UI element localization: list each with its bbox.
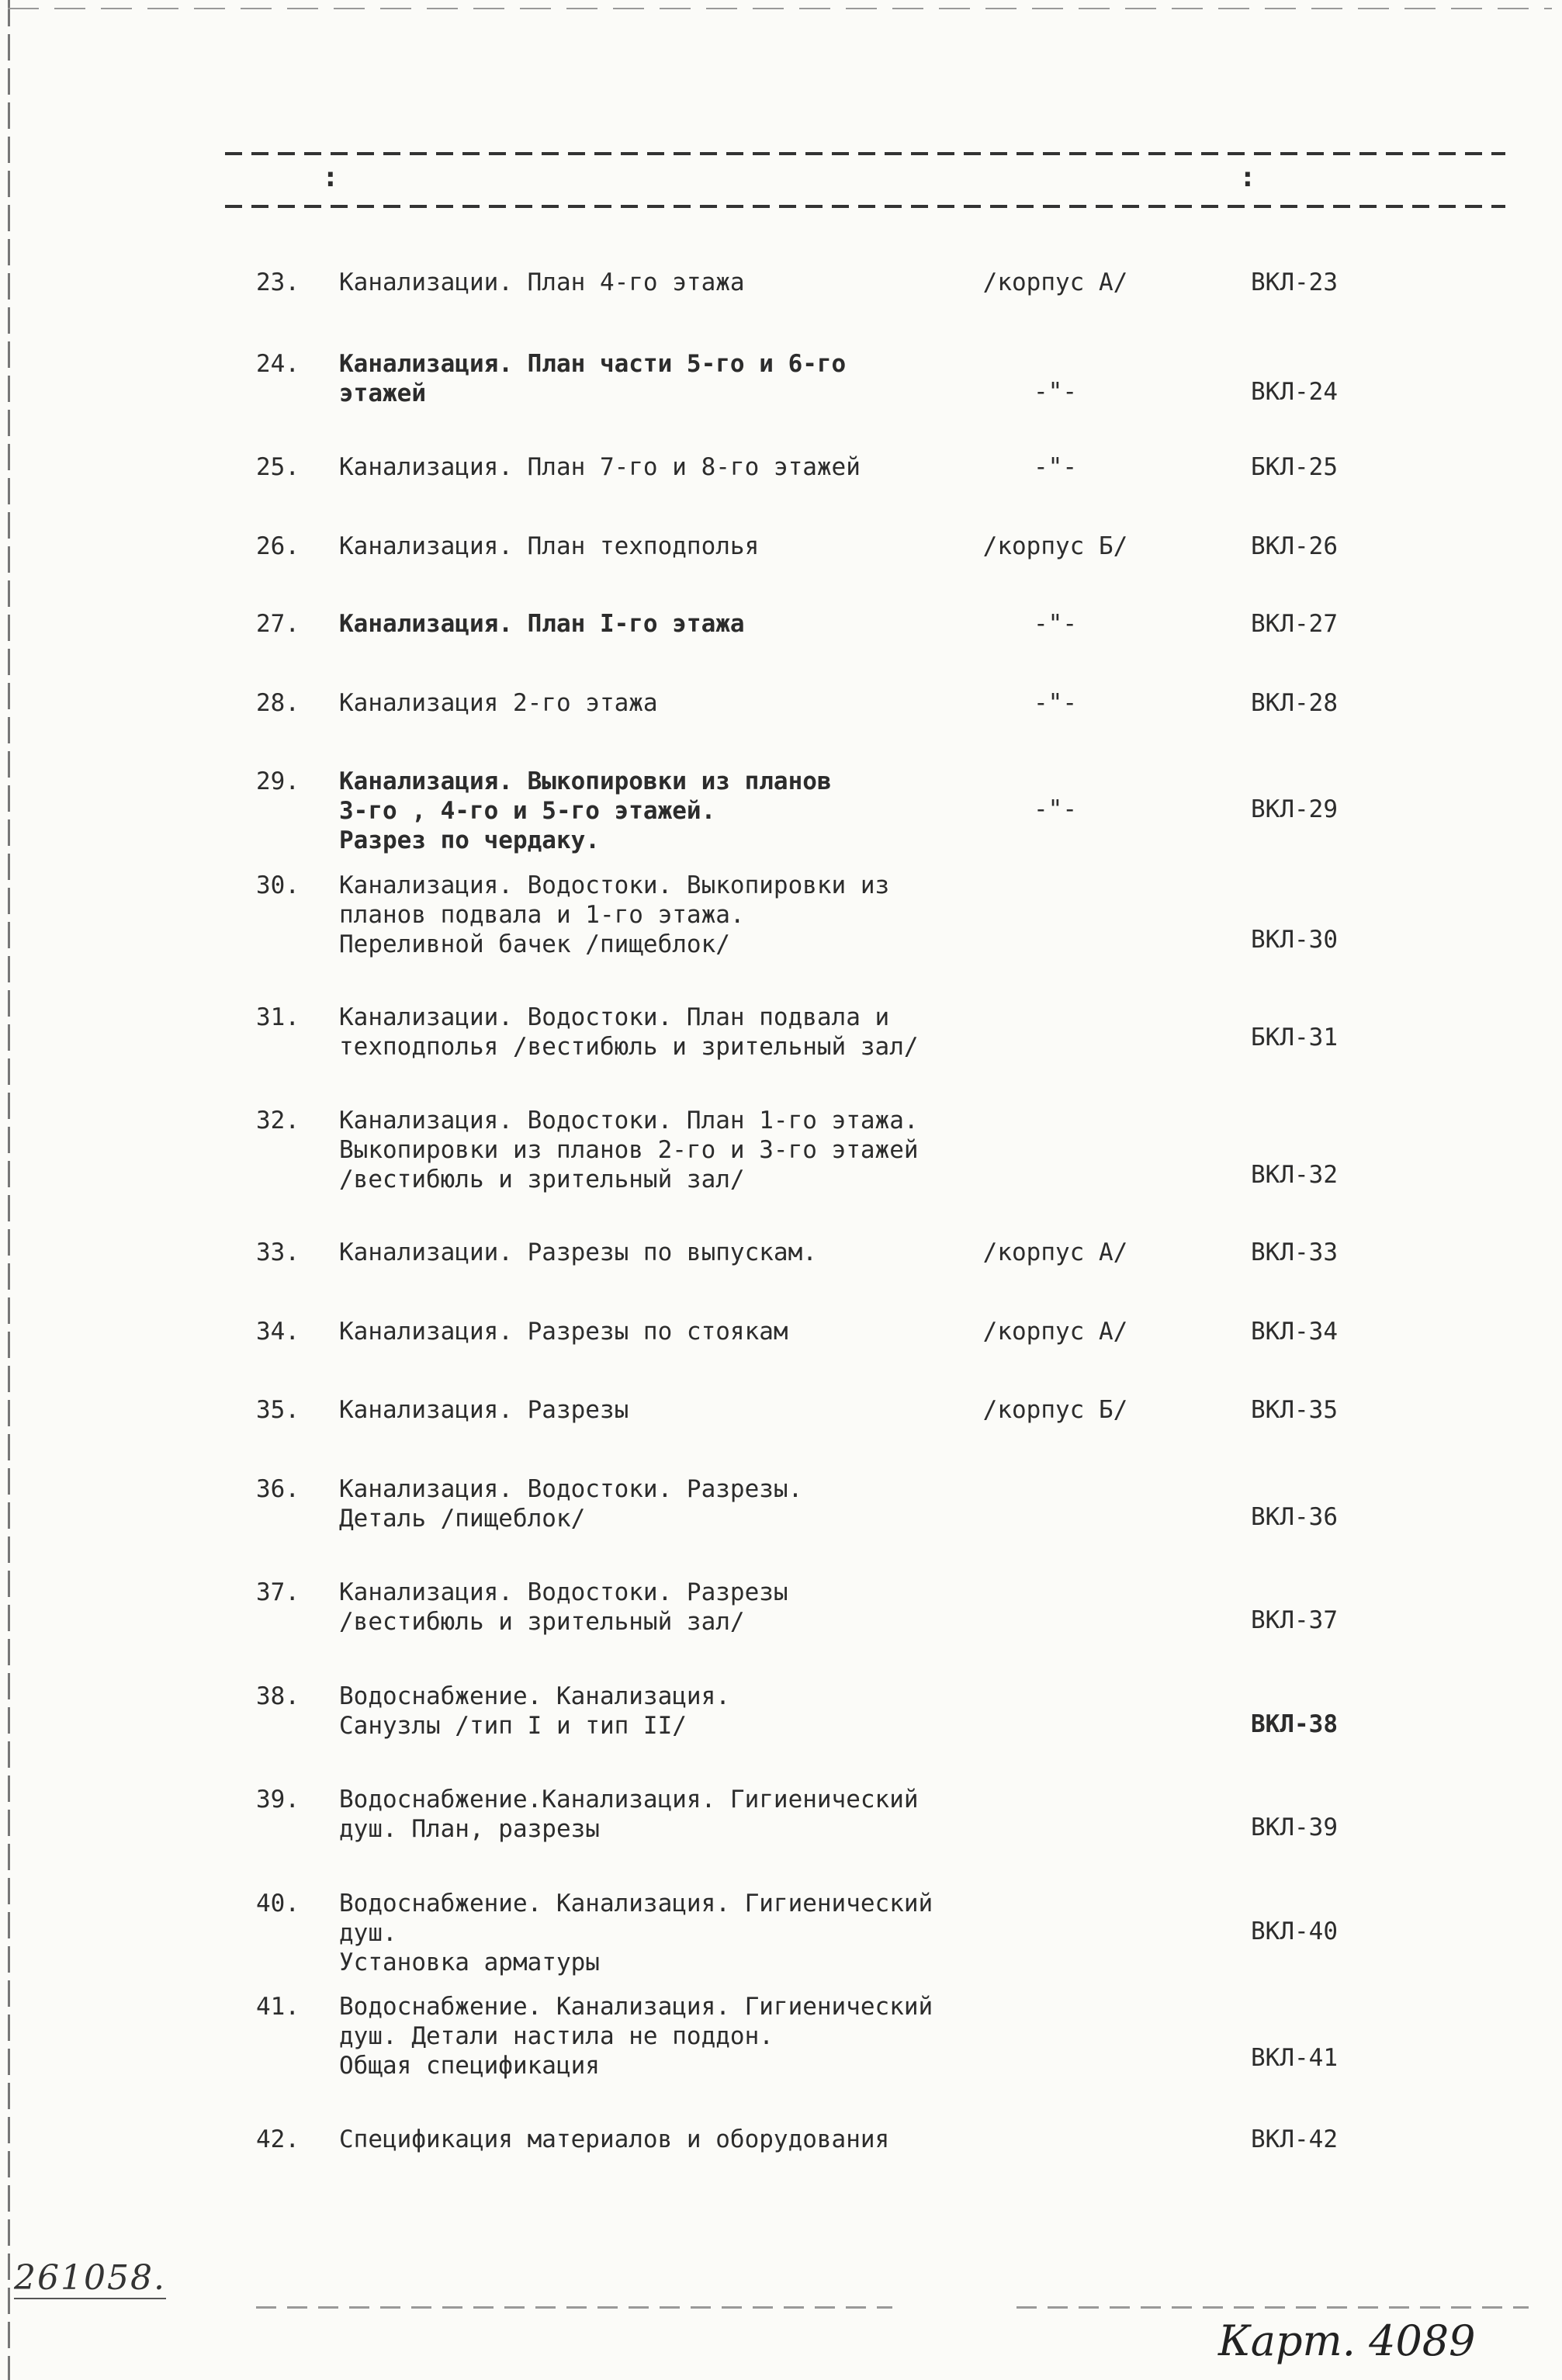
entry-code: ВКЛ-40 (1251, 1918, 1338, 1945)
entry-number: 41. (256, 1993, 300, 2021)
entry-title: Канализация. Выкопировки из планов 3-го , 4-го и 5-го этажей. Разрез по чердаку. (339, 767, 832, 854)
entry-number: 29. (256, 767, 300, 795)
entry-number: 28. (256, 689, 300, 717)
entry-number: 37. (256, 1578, 300, 1606)
entry-code: ВКЛ-29 (1251, 795, 1338, 823)
entry-code: ВКЛ-36 (1251, 1503, 1338, 1531)
bottom-dash-line (1017, 2306, 1529, 2309)
entry-code: ВКЛ-41 (1251, 2044, 1338, 2072)
entry-code: ВКЛ-28 (1251, 689, 1338, 717)
entry-number: 24. (256, 350, 300, 378)
entry-title: Канализация. Разрезы по стоякам (339, 1318, 788, 1346)
header-dash-line (225, 205, 1505, 208)
header-dash-line (225, 152, 1505, 155)
entry-title: Канализации. Водостоки. План подвала и техподполья /вестибюль и зрительный зал/ (339, 1003, 919, 1061)
entry-number: 26. (256, 532, 300, 560)
entry-title: Водоснабжение. Канализация. Санузлы /тип I и тип II/ (339, 1682, 730, 1740)
entry-number: 27. (256, 610, 300, 638)
entry-title: Канализация. Водостоки. Выкопировки из планов подвала и 1-го этажа. Переливной бачек /пищеблок/ (339, 871, 890, 958)
entry-title: Канализация. План 7-го и 8-го этажей (339, 453, 861, 481)
card-number: Карт. 4089 (1218, 2316, 1476, 2365)
entry-title: Канализация. Разрезы (339, 1396, 629, 1424)
entry-location: -"- (1034, 378, 1077, 406)
entry-code: ВКЛ-35 (1251, 1396, 1338, 1424)
entry-code: ВКЛ-38 (1251, 1710, 1338, 1738)
entry-title: Спецификация материалов и оборудования (339, 2125, 890, 2153)
header-colon-right: : (1239, 161, 1256, 193)
entry-number: 40. (256, 1890, 300, 1918)
entry-location: /корпус Б/ (982, 1396, 1128, 1424)
top-edge-rule (8, 8, 1552, 9)
entry-title: Канализации. Разрезы по выпускам. (339, 1239, 817, 1266)
entry-code: ВКЛ-27 (1251, 610, 1338, 638)
entry-location: -"- (1034, 795, 1077, 823)
entry-code: ВКЛ-32 (1251, 1161, 1338, 1189)
entry-title: Канализация. Водостоки. План 1-го этажа. Выкопировки из планов 2-го и 3-го этажей /вестибюль и зрительный зал/ (339, 1107, 919, 1193)
entry-location: /корпус А/ (982, 268, 1128, 296)
entry-number: 25. (256, 453, 300, 481)
entry-title: Водоснабжение.Канализация. Гигиенический душ. План, разрезы (339, 1786, 919, 1843)
entry-title: Канализация. Водостоки. Разрезы. Деталь /пищеблок/ (339, 1475, 803, 1533)
archive-stamp-number: 261058. (14, 2258, 166, 2298)
entry-title: Канализация. План техподполья (339, 532, 760, 560)
entry-title: Канализации. План 4-го этажа (339, 268, 745, 296)
entry-number: 42. (256, 2125, 300, 2153)
entry-number: 30. (256, 871, 300, 899)
entry-title: Канализация. Водостоки. Разрезы /вестибюль и зрительный зал/ (339, 1578, 788, 1636)
entry-number: 38. (256, 1682, 300, 1710)
entry-code: ВКЛ-24 (1251, 378, 1338, 406)
entry-code: ВКЛ-23 (1251, 268, 1338, 296)
entry-title: Водоснабжение. Канализация. Гигиенический душ. Детали настила не поддон. Общая спецификация (339, 1993, 933, 2080)
entry-location: /корпус А/ (982, 1318, 1128, 1346)
entry-code: ВКЛ-26 (1251, 532, 1338, 560)
entry-number: 35. (256, 1396, 300, 1424)
entry-location: -"- (1034, 453, 1077, 481)
entry-code: ВКЛ-34 (1251, 1318, 1338, 1346)
entry-title: Канализация. План части 5-го и 6-го этажей (339, 350, 847, 407)
entry-code: ВКЛ-30 (1251, 926, 1338, 954)
header-colon-left: : (322, 161, 339, 193)
entry-number: 31. (256, 1003, 300, 1031)
entry-location: -"- (1034, 689, 1077, 717)
entry-title: Канализация. План I-го этажа (339, 610, 745, 638)
entry-location: /корпус А/ (982, 1239, 1128, 1266)
entry-number: 34. (256, 1318, 300, 1346)
entry-code: ВКЛ-39 (1251, 1814, 1338, 1841)
entry-number: 33. (256, 1239, 300, 1266)
entry-number: 32. (256, 1107, 300, 1135)
entry-title: Канализация 2-го этажа (339, 689, 658, 717)
entry-code: БКЛ-25 (1251, 453, 1338, 481)
entry-code: ВКЛ-33 (1251, 1239, 1338, 1266)
entry-number: 36. (256, 1475, 300, 1503)
entry-title: Водоснабжение. Канализация. Гигиенический душ. Установка арматуры (339, 1890, 933, 1976)
bottom-dash-line (256, 2306, 892, 2309)
entry-code: ВКЛ-37 (1251, 1606, 1338, 1634)
entry-number: 39. (256, 1786, 300, 1814)
entry-code: БКЛ-31 (1251, 1024, 1338, 1051)
entry-location: /корпус Б/ (982, 532, 1128, 560)
left-margin-rule (8, 0, 10, 2380)
entry-code: ВКЛ-42 (1251, 2125, 1338, 2153)
entry-number: 23. (256, 268, 300, 296)
entry-location: -"- (1034, 610, 1077, 638)
